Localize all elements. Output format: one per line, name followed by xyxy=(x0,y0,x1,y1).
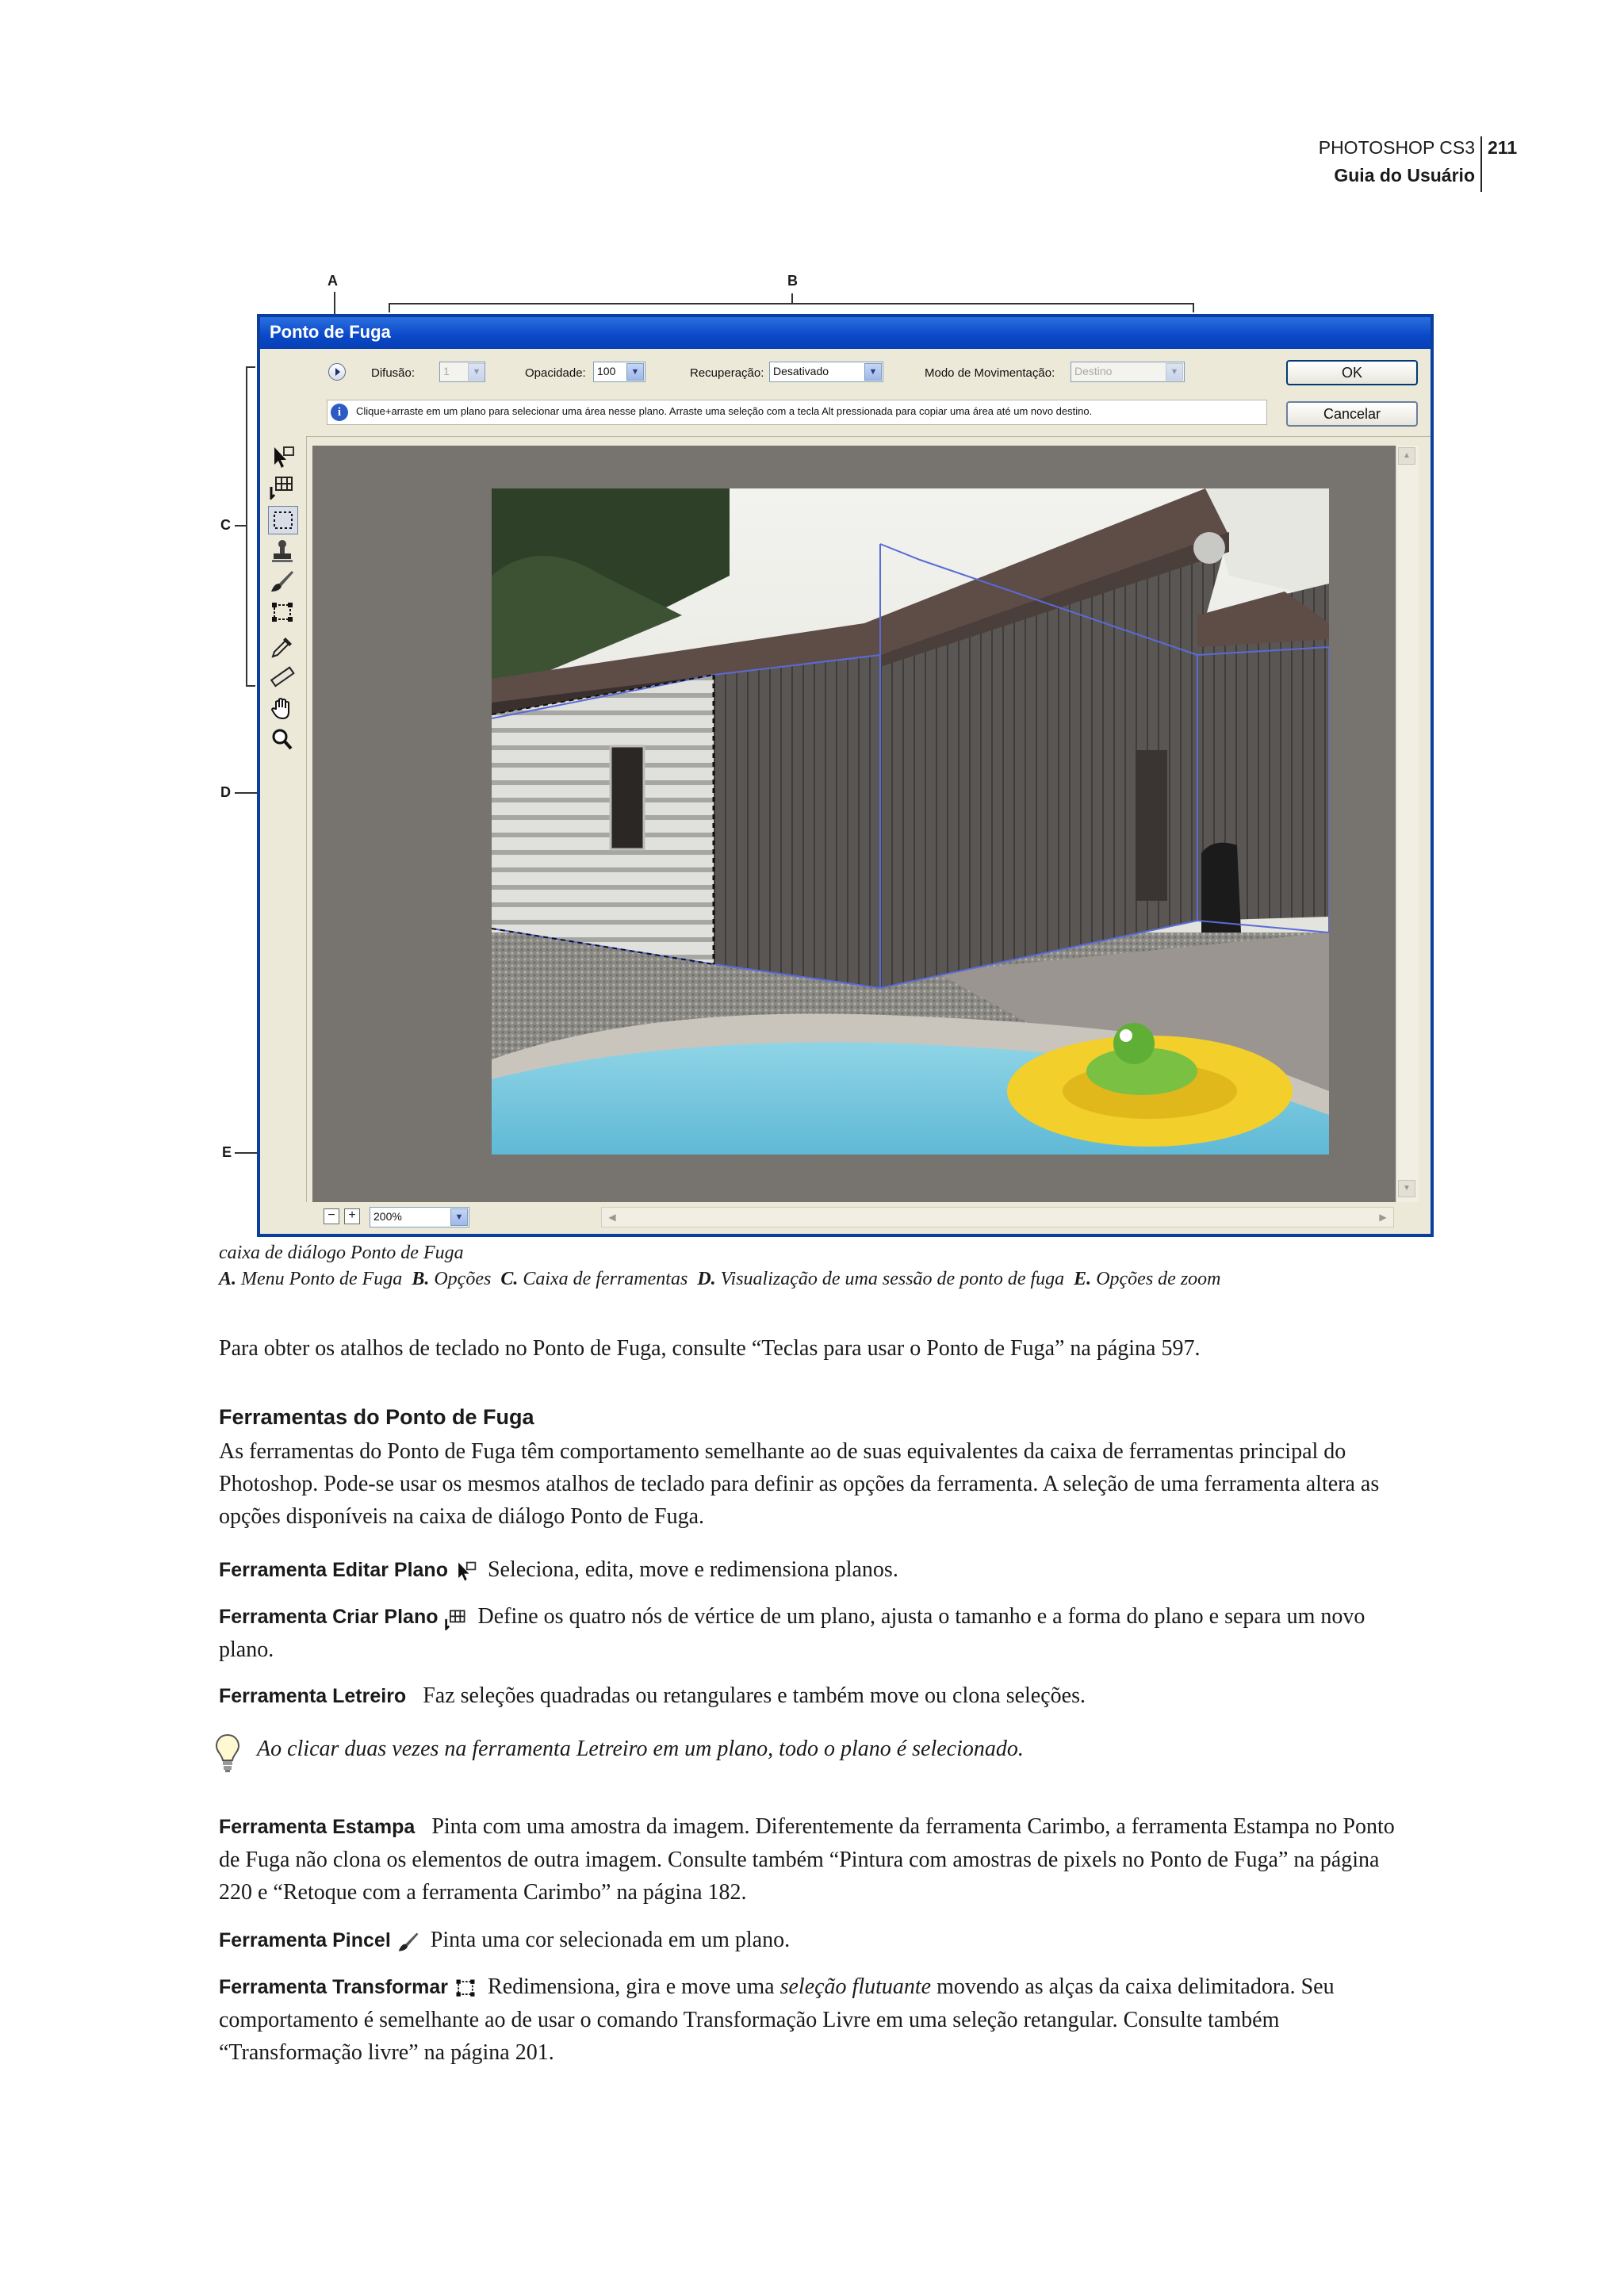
transform-entry xyxy=(219,1970,1408,2069)
edit-plane-tool-icon[interactable] xyxy=(268,444,297,471)
zoom-in-icon[interactable]: + xyxy=(344,1208,360,1224)
legend-letter: D. xyxy=(697,1269,716,1289)
brush-text: Pinta uma cor selecionada em um plano. xyxy=(430,1928,791,1952)
callout-a: A xyxy=(327,273,338,289)
legend-text: Opções de zoom xyxy=(1096,1269,1221,1289)
callout-d: D xyxy=(220,784,231,800)
edit-plane-term: Ferramenta Editar Plano xyxy=(219,1559,448,1581)
measure-tool-icon[interactable] xyxy=(268,663,297,690)
stamp-entry xyxy=(219,1810,1408,1909)
play-arrow-icon xyxy=(329,364,345,380)
tip-text: Ao clicar duas vezes na ferramenta Letreiro em um plano, todo o plano é selecionado. xyxy=(257,1737,1024,1761)
legend-text: Caixa de ferramentas xyxy=(523,1269,688,1289)
opacity-dropdown-icon[interactable]: ▼ xyxy=(626,363,644,381)
legend-text: Menu Ponto de Fuga xyxy=(241,1269,403,1289)
stamp-term: Ferramenta Estampa xyxy=(219,1816,416,1838)
options-bar xyxy=(260,349,1431,437)
create-plane-text: Define os quatro nós de vértice de um plano, ajusta o tamanho e a forma do plano e separa um novo plano. xyxy=(219,1604,1365,1662)
tool-palette xyxy=(260,436,307,1234)
callout-b: B xyxy=(787,273,798,289)
figure-caption-title: caixa de diálogo Ponto de Fuga xyxy=(219,1243,464,1263)
marquee-entry xyxy=(219,1679,1408,1713)
create-plane-tool-icon[interactable] xyxy=(268,473,297,500)
stamp-text: Pinta com uma amostra da imagem. Diferentemente da ferramenta Carimbo, a ferramenta Estampa no Ponto de Fuga não clona os elementos de outra imagem. Consulte também “Pintura com amostras de pixels no Ponto de Fuga” na página 220 e “Retoque com a ferramenta Carimbo” na página 182. xyxy=(219,1814,1395,1905)
scroll-right-arrow-icon[interactable]: ▶ xyxy=(1379,1212,1387,1223)
heal-label: Recuperação: xyxy=(690,366,764,380)
horizontal-scrollbar[interactable] xyxy=(601,1207,1394,1227)
legend-text: Visualização de uma sessão de ponto de fuga xyxy=(720,1269,1065,1289)
callout-b-bracket-right xyxy=(1193,303,1194,312)
edit-plane-text: Seleciona, edita, move e redimensiona planos. xyxy=(487,1557,898,1582)
create-plane-entry xyxy=(219,1600,1408,1666)
move-mode-select[interactable]: Destino xyxy=(1071,362,1185,382)
legend-letter: C. xyxy=(500,1269,519,1289)
zoom-dropdown-icon[interactable]: ▼ xyxy=(450,1208,468,1226)
running-header-subtitle: Guia do Usuário xyxy=(1334,165,1475,186)
vanishing-point-dialog xyxy=(257,314,1434,1237)
scroll-up-arrow-icon[interactable]: ▲ xyxy=(1398,447,1415,465)
info-icon: i xyxy=(331,404,348,421)
ok-button[interactable]: OK xyxy=(1286,360,1418,385)
vanishing-point-menu-button[interactable] xyxy=(328,363,346,381)
callout-e: E xyxy=(222,1144,232,1160)
transform-text-2: movendo as alças da caixa delimitadora. Seu comportamento é semelhante ao de usar o comando Transformação Livre em uma seleção retangular. Consulte também “Transformação livre” na página 201. xyxy=(219,1974,1335,2065)
callout-b-bracket-left xyxy=(389,303,390,312)
zoom-out-icon[interactable]: − xyxy=(324,1208,339,1224)
scroll-down-arrow-icon[interactable]: ▼ xyxy=(1398,1180,1415,1197)
header-divider xyxy=(1480,136,1482,192)
running-header-product: PHOTOSHOP CS3 xyxy=(1318,137,1475,158)
vertical-scrollbar[interactable] xyxy=(1396,446,1419,1202)
legend-letter: E. xyxy=(1074,1269,1092,1289)
transform-term: Ferramenta Transformar xyxy=(219,1976,449,1998)
dialog-titlebar[interactable] xyxy=(260,317,1431,349)
brush-tool-icon[interactable] xyxy=(268,568,297,595)
legend-letter: A. xyxy=(219,1269,237,1289)
callout-c-bracket xyxy=(246,366,247,687)
move-mode-label: Modo de Movimentação: xyxy=(925,366,1055,380)
dialog-title: Ponto de Fuga xyxy=(270,322,391,342)
callout-c-line xyxy=(235,525,246,527)
brush-tool-icon xyxy=(396,1930,421,1954)
create-plane-term: Ferramenta Criar Plano xyxy=(219,1606,439,1628)
zoom-tool-icon[interactable] xyxy=(268,726,297,753)
legend-text: Opções xyxy=(434,1269,492,1289)
transform-text-emphasis: seleção flutuante xyxy=(779,1974,932,1999)
transform-tool-icon xyxy=(453,1977,478,2001)
hand-tool-icon[interactable] xyxy=(268,695,297,722)
opacity-label: Opacidade: xyxy=(525,366,586,380)
cancel-button[interactable]: Cancelar xyxy=(1286,401,1418,427)
scroll-left-arrow-icon[interactable]: ◀ xyxy=(608,1212,616,1223)
marquee-tool-icon[interactable] xyxy=(268,506,298,534)
feather-label: Difusão: xyxy=(371,366,416,380)
callout-c-bracket-bottom xyxy=(246,685,255,687)
move-mode-dropdown-icon[interactable]: ▼ xyxy=(1166,363,1183,381)
transform-tool-icon[interactable] xyxy=(268,599,297,626)
transform-text-1: Redimensiona, gira e move uma xyxy=(488,1974,775,1999)
callout-b-tick xyxy=(791,293,793,304)
eyedropper-tool-icon[interactable] xyxy=(268,633,297,660)
info-text: Clique+arraste em um plano para selecionar uma área nesse plano. Arraste uma seleção com a tecla Alt pressionada para copiar uma área até um novo destino. xyxy=(356,405,1093,417)
callout-c: C xyxy=(220,517,231,533)
create-plane-tool-icon xyxy=(443,1607,469,1630)
feather-input[interactable]: 1 xyxy=(439,362,485,382)
opacity-input[interactable]: 100 xyxy=(593,362,645,382)
stamp-tool-icon[interactable] xyxy=(268,538,297,565)
callout-c-bracket-top xyxy=(246,366,255,368)
info-bar xyxy=(327,400,1267,425)
zoom-level-select[interactable]: 200% xyxy=(370,1207,469,1227)
section-paragraph: As ferramentas do Ponto de Fuga têm comportamento semelhante ao de suas equivalentes da caixa de ferramentas principal do Photoshop. Pode-se usar os mesmos atalhos de teclado para definir as opções da ferramenta. A seleção de uma ferramenta altera as opções disponíveis na caixa de diálogo Ponto de Fuga. xyxy=(219,1439,1380,1529)
lightbulb-tip-icon xyxy=(214,1733,241,1774)
brush-term: Ferramenta Pincel xyxy=(219,1929,391,1951)
edit-plane-entry xyxy=(219,1553,1408,1587)
edit-plane-tool-icon xyxy=(453,1560,478,1584)
marquee-text: Faz seleções quadradas ou retangulares e também move ou clona seleções. xyxy=(423,1683,1086,1708)
intro-paragraph: Para obter os atalhos de teclado no Ponto de Fuga, consulte “Teclas para usar o Ponto de Fuga” na página 597. xyxy=(219,1336,1201,1361)
figure-caption-legend xyxy=(219,1269,1221,1290)
preview-canvas[interactable] xyxy=(312,446,1396,1202)
marquee-term: Ferramenta Letreiro xyxy=(219,1685,407,1707)
feather-dropdown-icon[interactable]: ▼ xyxy=(468,363,485,381)
page-number: 211 xyxy=(1488,137,1518,158)
brush-entry xyxy=(219,1924,1408,1957)
house-photo-preview xyxy=(492,488,1329,1155)
heal-select[interactable]: Desativado xyxy=(769,362,883,382)
section-heading: Ferramentas do Ponto de Fuga xyxy=(219,1405,534,1429)
heal-dropdown-icon[interactable]: ▼ xyxy=(864,363,882,381)
legend-letter: B. xyxy=(412,1269,430,1289)
